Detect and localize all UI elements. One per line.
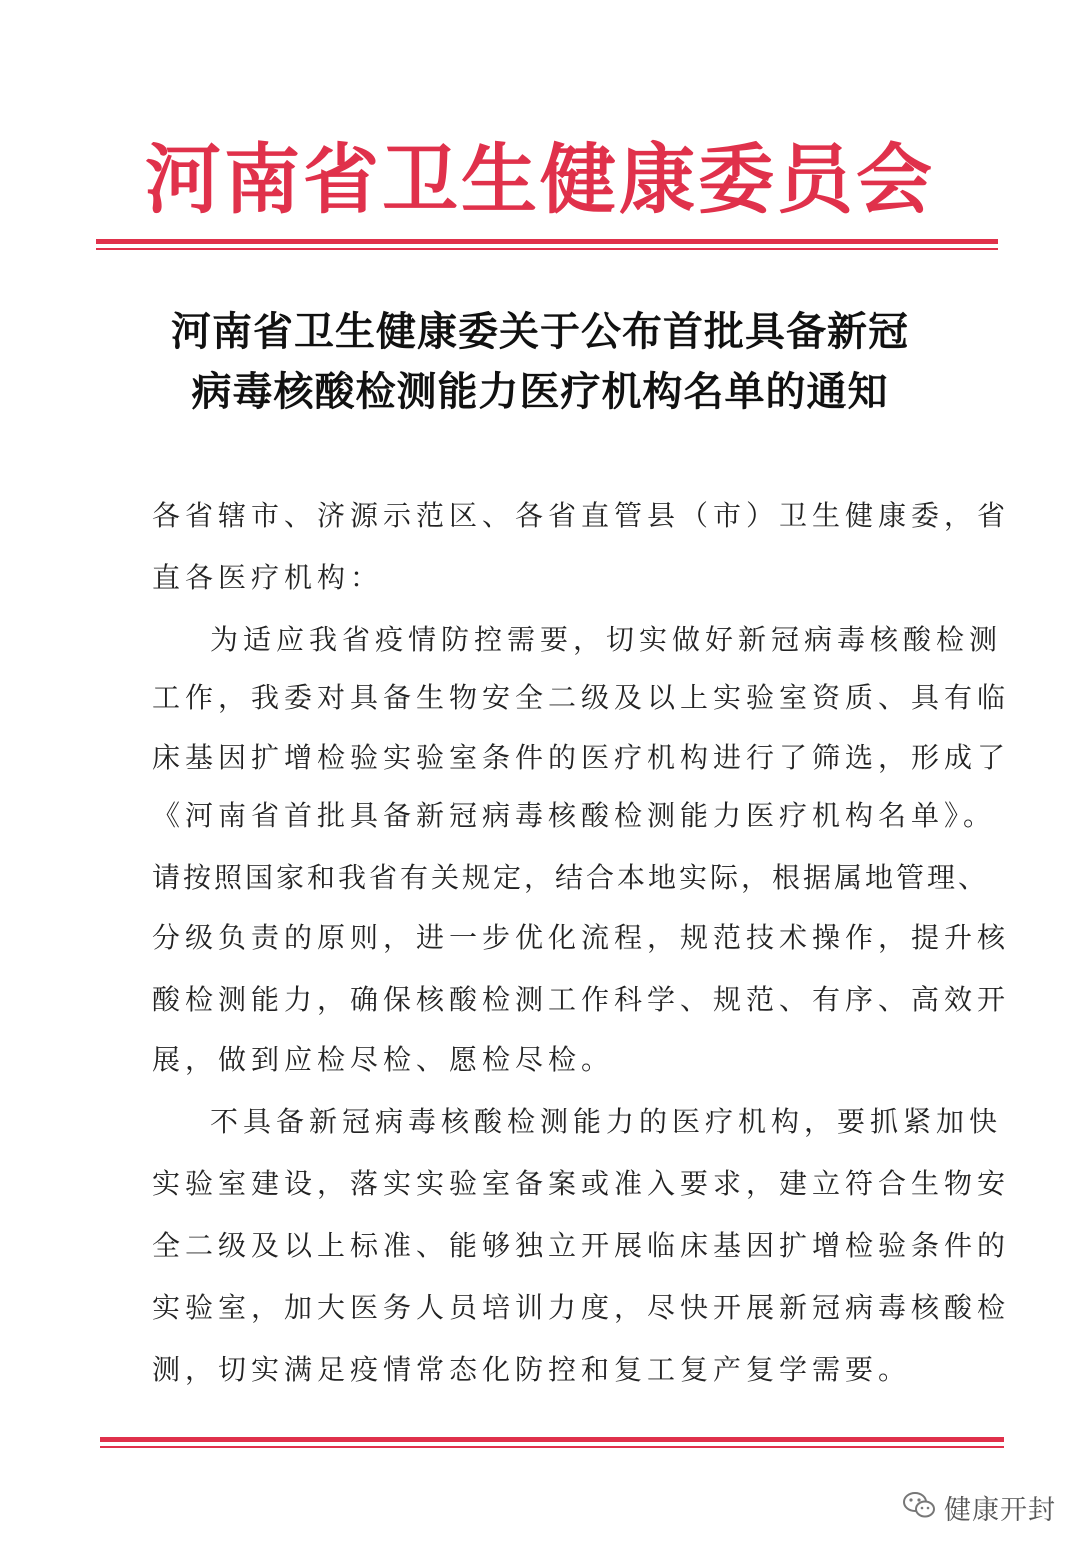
body-line: 不具备新冠病毒核酸检测能力的医疗机构，要抓紧加快 <box>210 1105 1003 1138</box>
body-line: 《河南省首批具备新冠病毒核酸检测能力医疗机构名单》。 <box>152 799 997 832</box>
body-line: 请按照国家和我省有关规定，结合本地实际，根据属地管理、 <box>152 861 990 894</box>
body-line: 展，做到应检尽检、愿检尽检。 <box>152 1043 615 1076</box>
footer-rule-thin <box>100 1446 1004 1448</box>
body-line: 实验室，加大医务人员培训力度，尽快开展新冠病毒核酸检 <box>152 1291 1011 1324</box>
footer-rule-thick <box>100 1437 1004 1442</box>
body-line: 床基因扩增检验实验室条件的医疗机构进行了筛选，形成了 <box>152 741 1011 774</box>
body-line: 直各医疗机构： <box>152 561 384 594</box>
body-line: 工作，我委对具备生物安全二级及以上实验室资质、具有临 <box>152 681 1011 714</box>
body-line: 测，切实满足疫情常态化防控和复工复产复学需要。 <box>152 1353 912 1386</box>
document-title-line-1: 河南省卫生健康委关于公布首批具备新冠 <box>171 308 909 355</box>
letterhead-rule-thick <box>96 239 998 244</box>
watermark-text: 健康开封 <box>944 1494 1056 1526</box>
body-line: 各省辖市、济源示范区、各省直管县（市）卫生健康委，省 <box>152 499 1011 532</box>
letterhead-org-name: 河南省卫生健康委员会 <box>145 135 935 224</box>
watermark <box>902 1487 1056 1527</box>
body-line: 酸检测能力，确保核酸检测工作科学、规范、有序、高效开 <box>152 983 1011 1016</box>
wechat-icon <box>902 1490 936 1524</box>
letterhead-rule-thin <box>96 248 998 250</box>
document-title-line-2: 病毒核酸检测能力医疗机构名单的通知 <box>191 368 889 415</box>
body-line: 分级负责的原则，进一步优化流程，规范技术操作，提升核 <box>152 921 1011 954</box>
body-line: 实验室建设，落实实验室备案或准入要求，建立符合生物安 <box>152 1167 1011 1200</box>
body-line: 全二级及以上标准、能够独立开展临床基因扩增检验条件的 <box>152 1229 1011 1262</box>
body-line: 为适应我省疫情防控需要，切实做好新冠病毒核酸检测 <box>210 623 1003 656</box>
